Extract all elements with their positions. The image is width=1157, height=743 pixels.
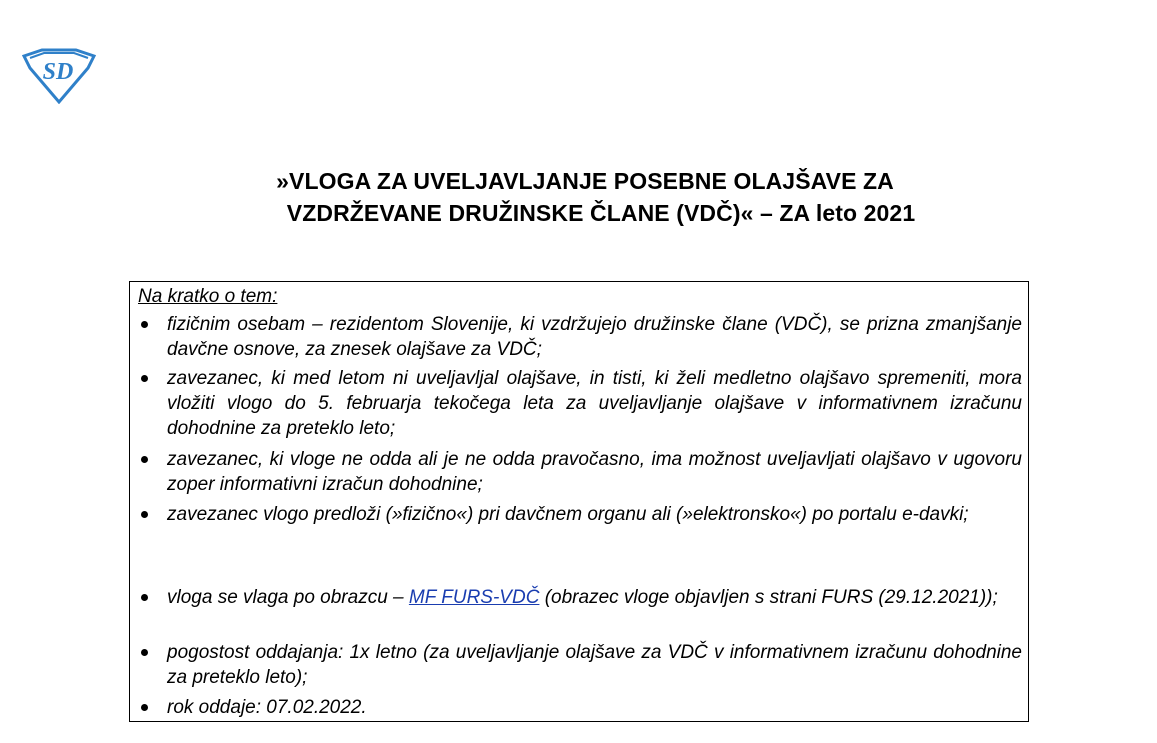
list-item-suffix: (obrazec vloge objavljen s strani FURS (29.12.2021));: [539, 587, 998, 608]
bullet-icon: [141, 649, 148, 656]
list-item: [138, 312, 1022, 362]
list-item: [138, 447, 1022, 497]
list-item: [138, 695, 1022, 720]
bullet-icon: [141, 321, 148, 328]
document-title-line-1: »VLOGA ZA UVELJAVLJANJE POSEBNE OLAJŠAVE ZA: [276, 168, 894, 194]
list-item-text: [167, 585, 1022, 610]
bullet-icon: [141, 456, 148, 463]
bullet-icon: [141, 704, 148, 711]
sd-logo-icon: [22, 46, 96, 104]
summary-box: [129, 281, 1029, 722]
list-item-text: rok oddaje: 07.02.2022.: [167, 697, 367, 718]
document-title-line-2: VZDRŽEVANE DRUŽINSKE ČLANE (VDČ)« – ZA leto 2021: [286, 200, 916, 226]
bullet-icon: [141, 511, 148, 518]
list-item-text: zavezanec vlogo predloži (»fizično«) pri davčnem organu ali (»elektronsko«) po portalu e-davki;: [167, 504, 969, 525]
list-item: [138, 366, 1022, 441]
list-item-text: zavezanec, ki med letom ni uveljavljal olajšave, in tisti, ki želi medletno olajšavo spremeniti, mora vložiti vlogo do 5. februarja tekočega leta za uveljavljanje olajšave v informativnem izračunu dohodnine za preteklo leto;: [167, 368, 1022, 439]
bullet-icon: [141, 594, 148, 601]
list-item-text: pogostost oddajanja: 1x letno (za uveljavljanje olajšave za VDČ v informativnem izračunu dohodnine za preteklo leto);: [167, 642, 1022, 688]
list-item-text: zavezanec, ki vloge ne odda ali je ne odda pravočasno, ima možnost uveljavljati olajšavo v ugovoru zoper informativni izračun dohodnine;: [167, 449, 1022, 495]
bullet-icon: [141, 375, 148, 382]
summary-heading: Na kratko o tem:: [138, 286, 278, 307]
logo-text: SD: [42, 59, 74, 85]
list-item: [138, 640, 1022, 690]
list-item: [138, 502, 1022, 527]
list-item-prefix: vloga se vlaga po obrazcu –: [167, 587, 409, 608]
list-item: [138, 585, 1022, 610]
list-item-text: fizičnim osebam – rezidentom Slovenije, ki vzdržujejo družinske člane (VDČ), se prizna zmanjšanje davčne osnove, za znesek olajšave za VDČ;: [167, 314, 1022, 360]
mf-furs-vdc-link[interactable]: MF FURS-VDČ: [408, 587, 540, 608]
